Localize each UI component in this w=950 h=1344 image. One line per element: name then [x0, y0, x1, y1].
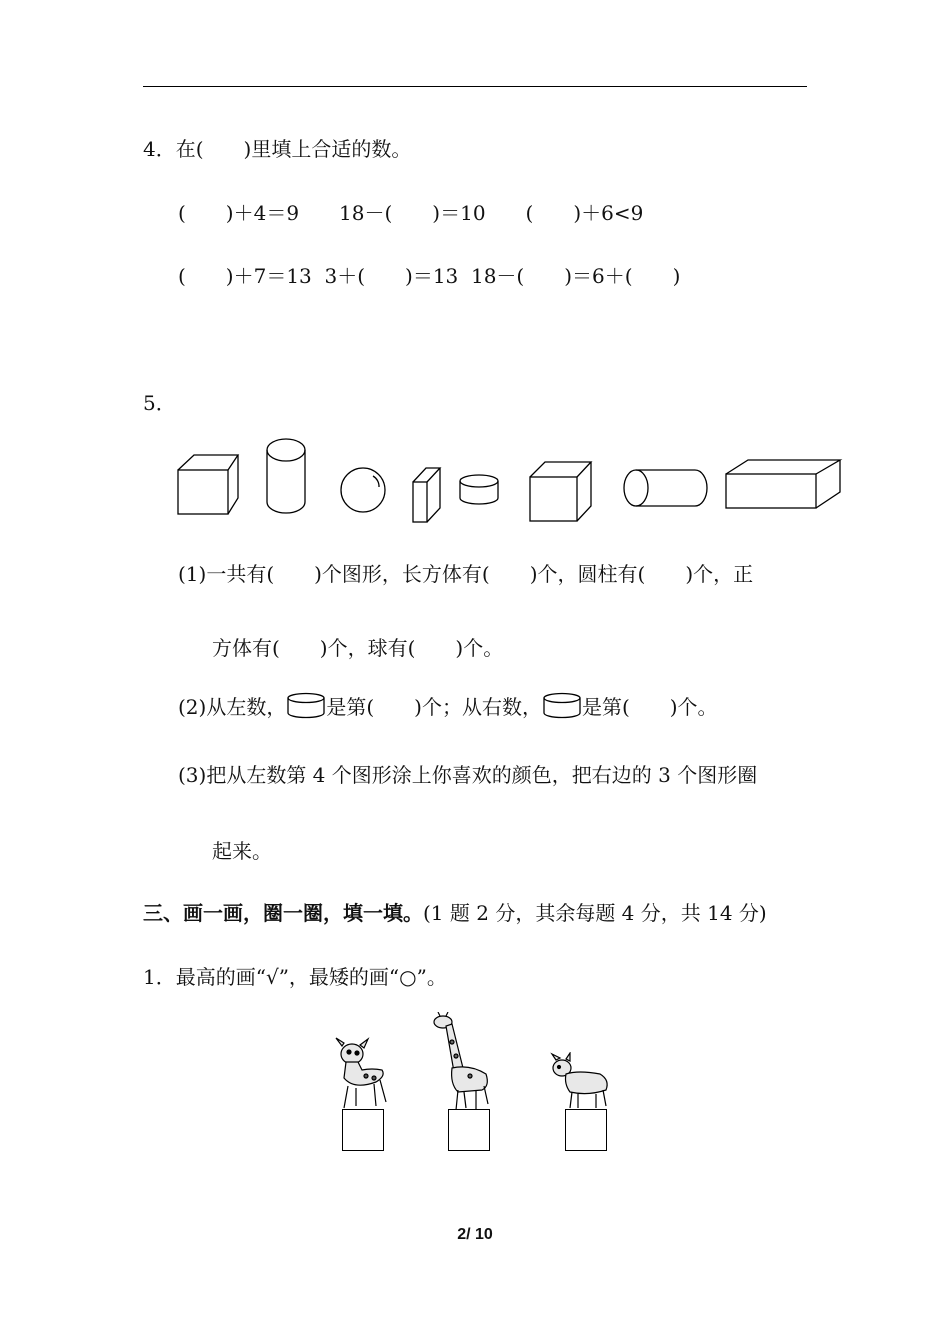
- cube-icon: [178, 455, 238, 514]
- q5-part2: [178, 692, 718, 720]
- cuboid-icon: [413, 468, 440, 522]
- answer-box-giraffe[interactable]: [448, 1109, 490, 1151]
- cylinder-icon: [286, 692, 326, 720]
- q5-part2-b: 是第( )个；从右数，: [326, 695, 542, 719]
- q5-part2-a: (2)从左数，: [178, 695, 287, 719]
- cylinder-icon: [267, 439, 305, 513]
- header-rule: [143, 86, 807, 87]
- shapes-row: [170, 432, 850, 532]
- giraffe-icon: [430, 1012, 496, 1112]
- q4-title: 4．在( )里填上合适的数。: [143, 137, 412, 161]
- cylinder-icon: [542, 692, 582, 720]
- cube-icon: [530, 462, 591, 521]
- q5-part1-line1: (1)一共有( )个图形，长方体有( )个，圆柱有( )个，正: [178, 562, 754, 586]
- cylinder-icon: [624, 470, 707, 506]
- q5-part2-c: 是第( )个。: [581, 695, 718, 719]
- section3-note: (1 题 2 分，其余每题 4 分，共 14 分): [423, 901, 767, 925]
- q1-text: 1．最高的画“√”，最矮的画“○”。: [143, 965, 447, 989]
- answer-box-goat[interactable]: [565, 1109, 607, 1151]
- sphere-icon: [341, 468, 385, 512]
- section3-heading: [143, 900, 767, 926]
- q4-row-1: ( )＋4＝9 18－( )＝10 ( )＋6<9: [178, 201, 644, 225]
- deer-icon: [332, 1036, 392, 1110]
- page-number: 2/ 10: [457, 1226, 493, 1243]
- cylinder-icon: [460, 475, 498, 504]
- q5-number: 5．: [143, 391, 176, 415]
- goat-icon: [548, 1052, 612, 1110]
- q5-part3-line2: 起来。: [212, 839, 272, 863]
- section3-title: 三、画一画，圈一圈，填一填。: [143, 901, 423, 925]
- q5-part3-line1: (3)把从左数第 4 个图形涂上你喜欢的颜色，把右边的 3 个图形圈: [178, 763, 758, 787]
- cuboid-icon: [726, 460, 840, 508]
- q4-row-2: ( )＋7＝13 3＋( )＝13 18－( )＝6＋( ): [178, 264, 681, 288]
- answer-box-deer[interactable]: [342, 1109, 384, 1151]
- q5-part1-line2: 方体有( )个，球有( )个。: [212, 636, 504, 660]
